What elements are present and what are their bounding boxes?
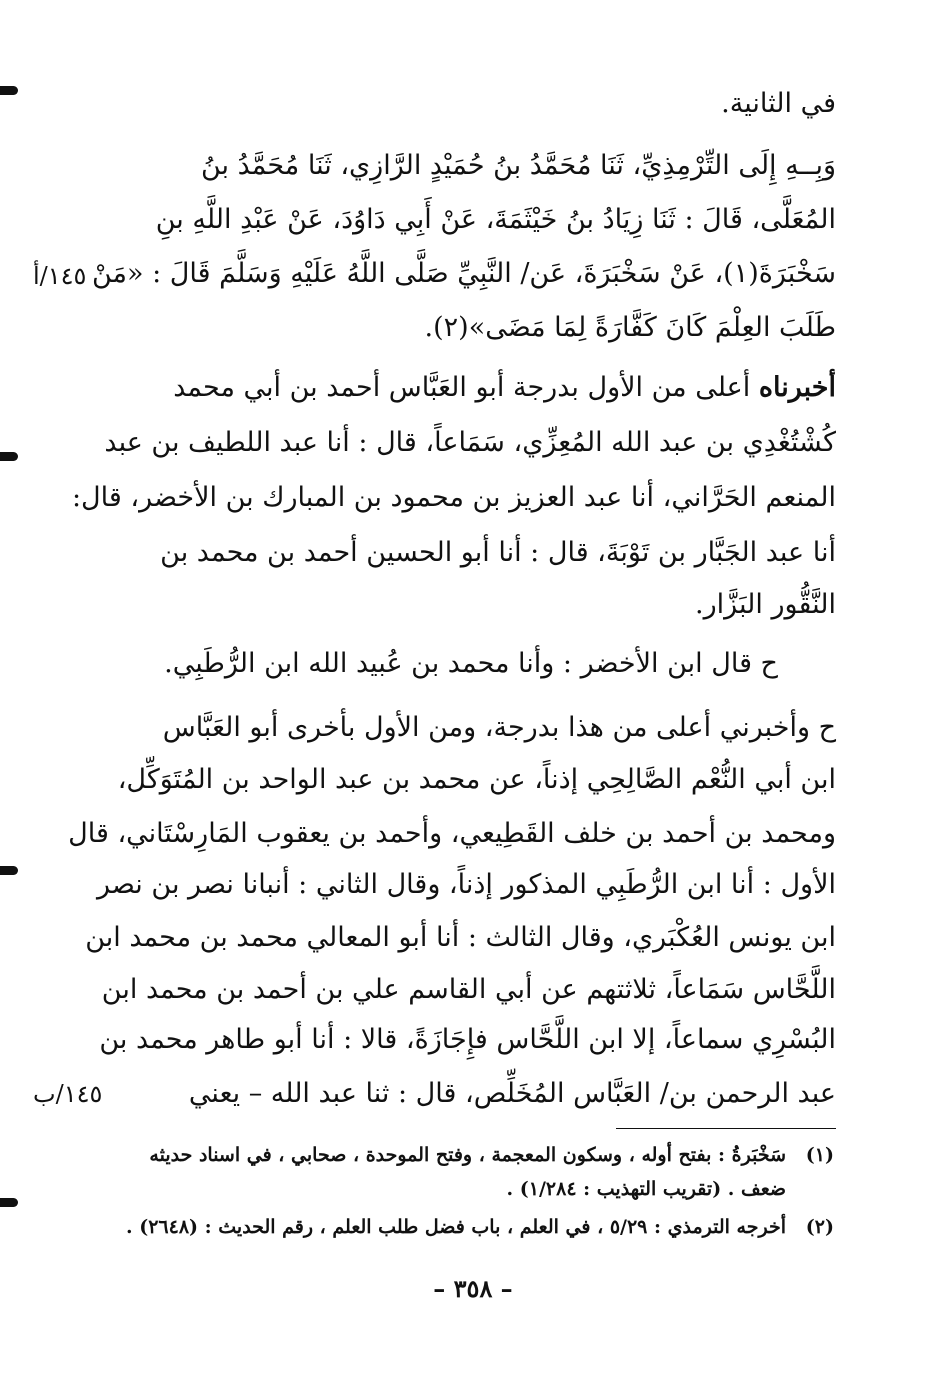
lead-word: أخبرناه — [758, 372, 836, 403]
text-line: في الثانية. — [721, 88, 836, 119]
text-line: المُعَلَّى، قَالَ : ثَنَا زِيَادُ بنُ خَيْثَمَةَ، عَنْ أَبِي دَاوُدَ، عَنْ عَبْدِ اللَّهِ بنِ — [155, 204, 836, 235]
text-line: المنعم الحَرَّاني، أنا عبد العزيز بن محمود بن المبارك بن الأخضر، قال: — [71, 482, 836, 513]
text-line — [160, 368, 836, 408]
footnote-text: أخرجه الترمذي : ٥/٢٩ ، في العلم ، باب فضل طلب العلم ، رقم الحديث : (٢٦٤٨) . — [125, 1216, 786, 1238]
text-line: الأول : أنا ابن الرُّطَبِي المذكور إذناً، وقال الثاني : أنبانا نصر بن نصر — [97, 869, 836, 900]
footnote-number: (١) — [805, 1144, 834, 1166]
text-line: ومحمد بن أحمد بن خلف القَطِيعي، وأحمد بن يعقوب المَارِسْتَاني، قال — [68, 818, 836, 849]
scan-edge-mark — [0, 1198, 18, 1207]
footnote-separator — [616, 1128, 836, 1129]
text-line: طَلَبَ العِلْمَ كَانَ كَفَّارَةً لِمَا مَضَى»(٢). — [424, 312, 836, 343]
text-line: البُسْرِي سماعاً، إلا ابن اللَّحَّاس فإِجَازَةً، قالا : أنا أبو طاهر محمد بن — [99, 1024, 836, 1055]
page-number: – ٣٥٨ – — [433, 1274, 513, 1303]
text-line: ح قال ابن الأخضر : وأنا محمد بن عُبيد الله ابن الرُّطَبِي. — [164, 648, 778, 679]
footnote-text: ضعف . (تقريب التهذيب : ١/٢٨٤) . — [506, 1178, 786, 1200]
text-line: اللَّحَّاس سَمَاعاً، ثلاثتهم عن أبي القاسم علي بن أحمد بن محمد ابن — [101, 974, 836, 1005]
margin-folio-note: ١٤٥/ب — [33, 1080, 103, 1108]
text-line: النَّقُّور البَزَّار. — [695, 589, 836, 620]
scan-edge-mark — [0, 452, 18, 461]
text-line: وَبِــهِ إِلَى التِّرْمِذِيِّ، ثَنَا مُحَمَّدُ بنُ حُمَيْدٍ الرَّازِي، ثَنَا مُحَمَّدُ بنُ — [200, 150, 836, 181]
text-line: سَخْبَرَةَ(١)، عَنْ سَخْبَرَةَ، عَن/ النَّبِيِّ صَلَّى اللَّهُ عَلَيْهِ وَسَلَّمَ قَالَ : «مَنْ — [92, 258, 836, 289]
text-line: ابن يونس العُكْبَري، وقال الثالث : أنا أبو المعالي محمد بن محمد ابن — [85, 922, 836, 953]
text-line: ابن أبي النُّعْم الصَّالِحِي إذناً، عن محمد بن عبد الواحد بن المُتَوَكِّل، — [117, 764, 836, 795]
text-line-rest: أعلى من الأول بدرجة أبو العَبَّاس أحمد بن أبي محمد — [173, 372, 751, 403]
footnote-number: (٢) — [805, 1216, 834, 1238]
footnote-text: سَخْبَرةُ : بفتح أوله ، وسكون المعجمة ، وفتح الموحدة ، صحابي ، في اسناد حديثه — [149, 1144, 786, 1166]
text-line: عبد الرحمن بن/ العَبَّاس المُخَلِّص، قال : ثنا عبد الله – يعني — [188, 1078, 836, 1109]
margin-folio-note: ١٤٥/أ — [33, 262, 87, 290]
text-line: ح وأخبرني أعلى من هذا بدرجة، ومن الأول بأخرى أبو العَبَّاس — [162, 712, 836, 743]
text-line: أنا عبد الجَبَّار بن تَوْبَةَ، قال : أنا أبو الحسين أحمد بن محمد بن — [160, 537, 836, 568]
scan-edge-mark — [0, 866, 18, 875]
scan-edge-mark — [0, 86, 18, 95]
text-line: كُشْتُغْدِي بن عبد الله المُعِزِّي، سَمَاعاً، قال : أنا عبد اللطيف بن عبد — [104, 427, 836, 458]
